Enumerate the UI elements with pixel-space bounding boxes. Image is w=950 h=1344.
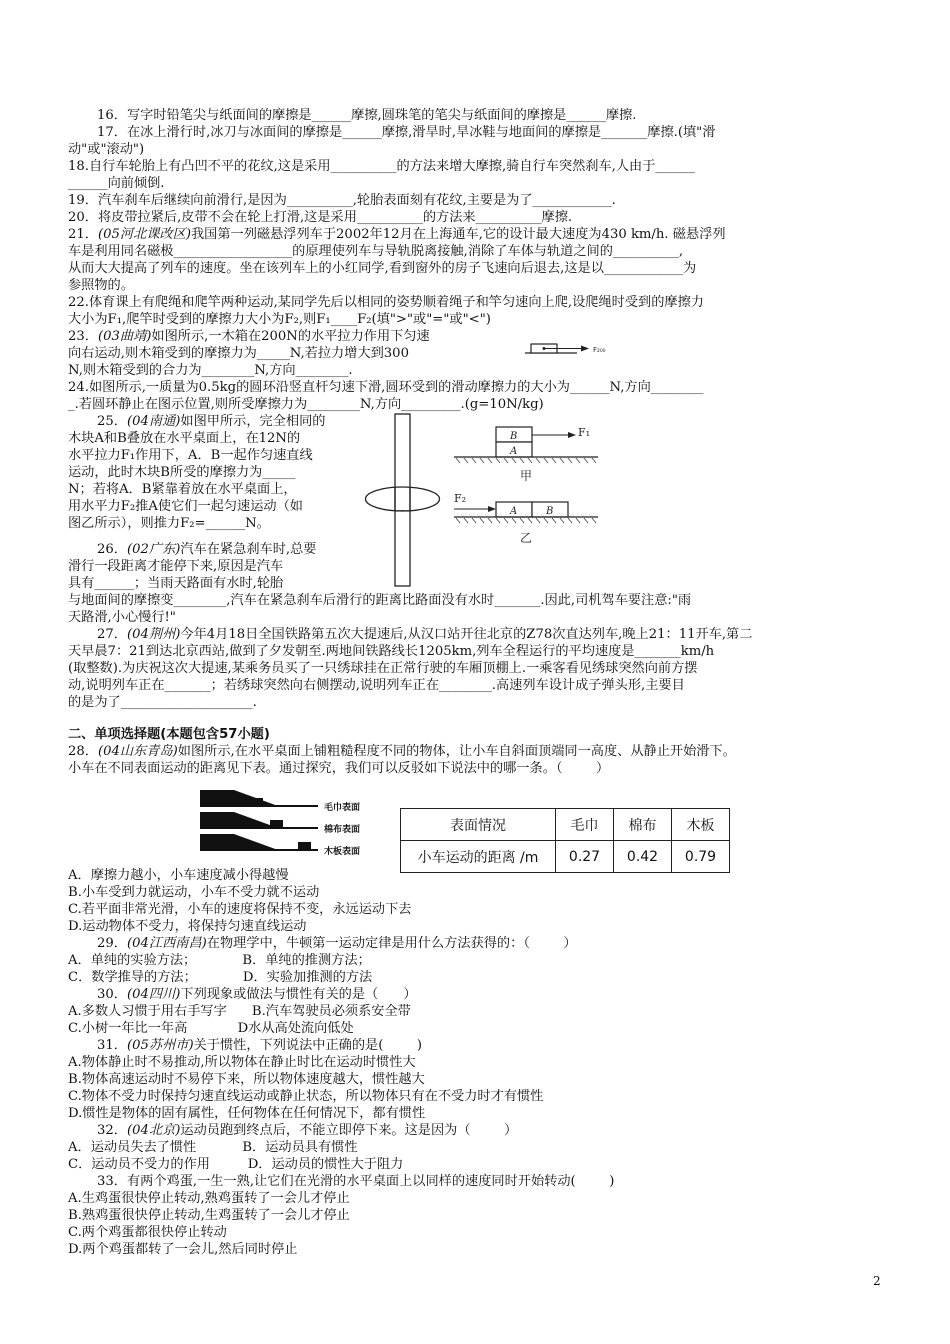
q25-source: (04南通) bbox=[126, 414, 181, 429]
q28-option-d: D.运动物体不受力，将保持匀速直线运动 bbox=[68, 919, 307, 934]
q16-line: 16．写字时铅笔尖与纸面间的摩擦是______摩擦,圆珠笔的笔尖与纸面间的摩擦是______摩擦. bbox=[97, 108, 637, 123]
q29-source: (04江西南昌) bbox=[126, 936, 207, 951]
q31-option-b: B.物体高速运动时不易停下来，所以物体速度越大，惯性越大 bbox=[68, 1072, 425, 1087]
force-f1-label: F₁ bbox=[578, 426, 591, 439]
q26-source: (02广东) bbox=[126, 542, 181, 557]
q25-line-4: 运动，此时木块B所受的摩擦力为_____ bbox=[68, 465, 296, 480]
table-row bbox=[401, 809, 730, 841]
q22-line-2: 大小为F₁,爬竿时受到的摩擦力大小为F₂,则F₁____F₂(填">"或"="或"<") bbox=[68, 312, 491, 327]
q21-line-3: 从而大大提高了列车的速度。坐在该列车上的小红同学,看到窗外的房子飞速向后退去,这是以____________为 bbox=[68, 261, 697, 276]
q31-option-d: D.惯性是物体的固有属性，任何物体在任何情况下，都有惯性 bbox=[68, 1106, 426, 1121]
q28-line-2: 小车在不同表面运动的距离见下表。通过探究，我们可以反驳如下说法中的哪一条。（ ） bbox=[68, 761, 610, 776]
q24-line-1: 24.如图所示,一质量为0.5kg的圆环沿竖直杆匀速下滑,圆环受到的滑动摩擦力的大小为______N,方向________ bbox=[68, 380, 704, 395]
q32-options-cd: C．运动员不受力的作用 D．运动员的惯性大于阻力 bbox=[68, 1157, 404, 1172]
q26-line-1: 26．(02广东)汽车在紧急刹车时,总要 bbox=[97, 542, 317, 557]
q23-line-1: 23．(03曲靖)如图所示,一木箱在200N的水平拉力作用下匀速 bbox=[68, 329, 430, 344]
q23-line-2: 向右运动,则木箱受到的摩擦力为_____N,若拉力增大到300 bbox=[68, 346, 409, 361]
q33-option-c: C.两个鸡蛋都很快停止转动 bbox=[68, 1225, 227, 1240]
q28-distance-table bbox=[400, 808, 730, 873]
q24-ring-rod-figure bbox=[362, 412, 446, 588]
q23-line-3: N,则木箱受到的合力为________N,方向________. bbox=[68, 363, 353, 378]
q28-option-b: B.小车受到力就运动，小车不受力就不运动 bbox=[68, 885, 320, 900]
q17-line-2: 动"或"滚动") bbox=[68, 142, 145, 157]
q23-box-figure bbox=[523, 340, 613, 358]
q27-line-4: 动,说明列车正在_______；若绣球突然向右侧摆动,说明列车正在________.高速列车设计成子弹头形,主要目 bbox=[68, 678, 685, 693]
q25-line-7: 图乙所示），则推力F₂=______N。 bbox=[68, 516, 270, 531]
q21-line-2: 车是利用同名磁极__________________的原理使列车与导轨脱离接触,消除了车体与轨道之间的__________, bbox=[68, 244, 684, 259]
q24-line-2: _.若圆环静止在图示位置,则所受摩擦力为________N,方向_________.(g=10N/kg) bbox=[68, 397, 544, 412]
q27-line-1: 27．(04荆州)今年4月18日全国铁路第五次大提速后,从汉口站开往北京的Z78次直达列车,晚上21：11开车,第二 bbox=[97, 627, 753, 642]
q30-stem: 30．(04四川)下列现象或做法与惯性有关的是（ ） bbox=[97, 987, 417, 1002]
q33-option-b: B.熟鸡蛋很快停止转动,生鸡蛋转了一会儿才停止 bbox=[68, 1208, 350, 1223]
block-b-label-top: B bbox=[510, 431, 518, 442]
q20-line: 20．将皮带拉紧后,皮带不会在轮上打滑,这是采用__________的方法来__________摩擦. bbox=[68, 210, 573, 225]
block-b-label-bottom: B bbox=[546, 506, 554, 517]
q27-line-5: 的是为了____________________. bbox=[68, 695, 257, 710]
table-header-cell: 棉布 bbox=[614, 809, 672, 841]
q25-line-3: 水平拉力F₁作用下，A．B一起作匀速直线 bbox=[68, 448, 313, 463]
table-header-cell: 木板 bbox=[672, 809, 730, 841]
q26-line-5: 天路滑,小心慢行!" bbox=[68, 610, 176, 625]
q23-source: (03曲靖) bbox=[97, 329, 152, 344]
q30-options-ab: A.多数人习惯于用右手写字 B.汽车驾驶员必须系安全带 bbox=[68, 1004, 411, 1019]
section-2-heading: 二、单项选择题(本题包含57小题) bbox=[68, 727, 270, 742]
table-cell: 0.79 bbox=[672, 841, 730, 873]
force-f2-label: F₂ bbox=[454, 492, 467, 505]
q28-option-c: C.若平面非常光滑，小车的速度将保持不变，永远运动下去 bbox=[68, 902, 412, 917]
q31-source: (05苏州市) bbox=[126, 1038, 194, 1053]
block-a-label-top: A bbox=[510, 446, 518, 457]
q19-line: 19．汽车刹车后继续向前滑行,是因为__________,轮胎表面刻有花纹,主要是为了____________. bbox=[68, 193, 616, 208]
q31-stem: 31．(05苏州市)关于惯性，下列说法中正确的是( ) bbox=[97, 1038, 423, 1053]
q17-line-1: 17．在冰上滑行时,冰刀与冰面间的摩擦是______摩擦,滑旱时,旱冰鞋与地面间的摩擦是_______摩擦.(填"滑 bbox=[97, 125, 716, 140]
q32-source: (04北京) bbox=[126, 1123, 181, 1138]
incline-cotton bbox=[200, 812, 360, 835]
q29-stem: 29．(04江西南昌)在物理学中，牛顿第一运动定律是用什么方法获得的：（ ） bbox=[97, 936, 577, 951]
q26-line-3: 具有______；当雨天路面有水时,轮胎 bbox=[68, 576, 284, 591]
q25-line-2: 木块A和B叠放在水平桌面上，在12N的 bbox=[68, 431, 301, 446]
q28-line-1: 28．(04山东青岛)如图所示,在水平桌面上铺粗糙程度不同的物体，让小车自斜面顶端同一高度、从静止开始滑下。 bbox=[68, 744, 736, 759]
q32-options-ab: A．运动员失去了惯性 B．运动员具有惯性 bbox=[68, 1140, 358, 1155]
q25-blocks-figure bbox=[450, 420, 610, 545]
q25-line-5: N；若将A．B紧靠着放在水平桌面上， bbox=[68, 482, 297, 497]
page-number: 2 bbox=[873, 1274, 881, 1288]
q31-option-a: A.物体静止时不易推动,所以物体在静止时比在运动时惯性大 bbox=[68, 1055, 416, 1070]
surface-wood-label: 木板表面 bbox=[324, 847, 361, 857]
incline-towel bbox=[200, 790, 360, 813]
figure-jia-label: 甲 bbox=[520, 469, 533, 483]
table-row bbox=[401, 841, 730, 873]
q22-line-1: 22.体育课上有爬绳和爬竿两种运动,某同学先后以相同的姿势顺着绳子和竿匀速向上爬,设爬绳时受到的摩擦力 bbox=[68, 295, 704, 310]
q28-source: (04山东青岛) bbox=[97, 744, 178, 759]
q25-line-6: 用水平力F₂推A使它们一起匀速运动（如 bbox=[68, 499, 303, 514]
q21-line-1: 21．(05河北课改区)我国第一列磁悬浮列车于2002年12月在上海通车,它的设计最大速度为430 km/h. 磁悬浮列 bbox=[68, 227, 726, 242]
q27-source: (04荆州) bbox=[126, 627, 181, 642]
q18-line-2: ______向前倾倒. bbox=[68, 176, 165, 191]
q18-line-1: 18.自行车轮胎上有凸凹不平的花纹,这是采用__________的方法来增大摩擦,骑自行车突然刹车,人由于______ bbox=[68, 159, 695, 174]
q33-option-d: D.两个鸡蛋都转了一会儿,然后同时停止 bbox=[68, 1242, 298, 1257]
q23-force-label: F₂₀₀ bbox=[593, 346, 606, 354]
table-cell: 0.42 bbox=[614, 841, 672, 873]
q33-stem: 33．有两个鸡蛋,一生一熟,让它们在光滑的水平桌面上以同样的速度同时开始转动( ) bbox=[97, 1174, 615, 1189]
figure-yi-label: 乙 bbox=[520, 531, 533, 545]
table-cell: 0.27 bbox=[556, 841, 614, 873]
incline-wood bbox=[200, 834, 360, 857]
surface-cotton-label: 棉布表面 bbox=[324, 825, 361, 835]
q26-line-4: 与地面间的摩擦变________,汽车在紧急刹车后滑行的距离比路面没有水时_______.因此,司机驾车要注意:"雨 bbox=[68, 593, 692, 608]
table-header-cell: 表面情况 bbox=[401, 809, 556, 841]
block-a-label-bottom: A bbox=[510, 506, 518, 517]
q29-options-ab: A．单纯的实验方法； B．单纯的推测方法； bbox=[68, 953, 371, 968]
q30-options-cd: C.小树一年比一年高 D水从高处流向低处 bbox=[68, 1021, 354, 1036]
table-row-label: 小车运动的距离 /m bbox=[401, 841, 556, 873]
q28-option-a: A．摩擦力越小，小车速度减小得越慢 bbox=[68, 868, 289, 883]
q21-source: (05河北课改区) bbox=[97, 227, 191, 242]
q26-line-2: 滑行一段距离才能停下来,原因是汽车 bbox=[68, 559, 284, 574]
q21-line-4: 参照物的。 bbox=[68, 278, 134, 293]
q29-options-cd: C．数学推导的方法； D．实验加推测的方法 bbox=[68, 970, 373, 985]
q32-stem: 32．(04北京)运动员跑到终点后，不能立即停下来。这是因为（ ） bbox=[97, 1123, 518, 1138]
q33-option-a: A.生鸡蛋很快停止转动,熟鸡蛋转了一会儿才停止 bbox=[68, 1191, 350, 1206]
q31-option-c: C.物体不受力时保持匀速直线运动或静止状态，所以物体只有在不受力时才有惯性 bbox=[68, 1089, 544, 1104]
q25-line-1: 25．(04南通)如图甲所示，完全相同的 bbox=[97, 414, 326, 429]
surface-towel-label: 毛巾表面 bbox=[324, 803, 361, 813]
q27-line-3: (取整数).为庆祝这次大提速,某乘务员买了一只绣球挂在正常行驶的车厢顶棚上.一乘客看见绣球突然向前方摆 bbox=[68, 661, 698, 676]
table-header-cell: 毛巾 bbox=[556, 809, 614, 841]
q28-incline-figure bbox=[198, 786, 394, 866]
q27-line-2: 天早晨7：21到达北京西站,做到了夕发朝至.两地间铁路线长1205km,列车全程运行的平均速度是_______km/h bbox=[68, 644, 715, 659]
q30-source: (04四川) bbox=[126, 987, 181, 1002]
